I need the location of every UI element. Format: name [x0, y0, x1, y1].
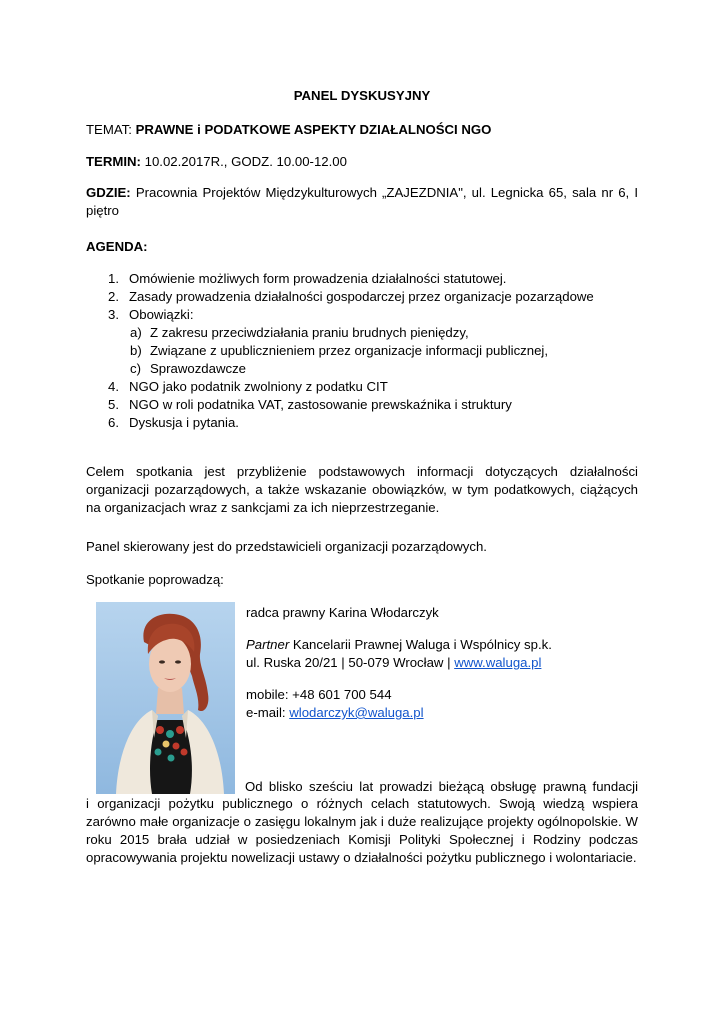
- audience-paragraph: Panel skierowany jest do przedstawicieli organizacji pozarządowych.: [86, 539, 487, 554]
- term-label: TERMIN:: [86, 154, 141, 169]
- firm-name: Kancelarii Prawnej Waluga i Wspólnicy sp.k.: [289, 637, 552, 652]
- agenda-subitem: [86, 360, 638, 378]
- agenda-subitem-text: Sprawozdawcze: [150, 361, 247, 376]
- agenda-list: [86, 270, 638, 432]
- spacer: [246, 622, 646, 636]
- agenda-item-text: Omówienie możliwych form prowadzenia działalności statutowej.: [129, 271, 507, 286]
- address-text: ul. Ruska 20/21 | 50-079 Wrocław |: [246, 655, 455, 670]
- agenda-subitem-text: Z zakresu przeciwdziałania praniu brudnych pieniędzy,: [150, 325, 469, 340]
- goal-paragraph: Celem spotkania jest przybliżenie podstawowych informacji dotyczących działalności organizacji pozarządowych, a także wskazanie obowiązków, w tym podatkowych, ciążących na organizacjach wraz z sankcjami za ich nieprzestrzeganie.: [86, 464, 638, 515]
- bio-paragraph: i organizacji pożytku publicznego o różnych celach statutowych. Swoją wiedzą wspiera zarówno małe organizacje o zasięgu lokalnym jak i duże realizujące projekty ogólnopolskie. W roku 2015 brała udział w posiedzeniach Komisji Polityki Społecznej i Rodziny podczas opracowywania projektu nowelizacji ustawy o działalności pożytku publicznego i wolontariacie.: [86, 796, 638, 865]
- topic-value: PRAWNE i PODATKOWE ASPEKTY DZIAŁALNOŚCI NGO: [135, 122, 492, 137]
- location-value: Pracownia Projektów Międzykulturowych „ZAJEZDNIA", ul. Legnicka 65, sala nr 6, I piętro: [86, 185, 638, 218]
- topic-label: TEMAT:: [86, 122, 136, 137]
- term-line: [86, 153, 347, 171]
- term-value: 10.02.2017R., GODZ. 10.00-12.00: [140, 154, 347, 169]
- agenda-item-text: Obowiązki:: [129, 307, 194, 322]
- bio-first-line: Od blisko sześciu lat prowadzi bieżącą obsługę prawną fundacji: [245, 779, 638, 794]
- speaker-name: radca prawny Karina Włodarczyk: [246, 605, 439, 620]
- agenda-heading: AGENDA:: [86, 239, 148, 254]
- agenda-item-number: 3.: [108, 307, 119, 322]
- location-label: GDZIE:: [86, 185, 131, 200]
- speaker-firm: [246, 636, 646, 654]
- topic-line: [86, 121, 491, 139]
- speaker-contact: [246, 604, 646, 722]
- agenda-item: [86, 306, 638, 324]
- agenda-subitem-letter: c): [130, 361, 141, 376]
- agenda-item-number: 4.: [108, 379, 119, 394]
- agenda-item-text: NGO jako podatnik zwolniony z podatku CIT: [129, 379, 388, 394]
- page-title: PANEL DYSKUSYJNY: [293, 88, 431, 103]
- agenda-item-number: 6.: [108, 415, 119, 430]
- agenda-subitem: [86, 342, 638, 360]
- agenda-subitem-letter: a): [130, 325, 142, 340]
- spacer: [246, 672, 646, 686]
- location-line: [86, 184, 638, 220]
- email-label: e-mail:: [246, 705, 290, 720]
- speaker-photo: [96, 602, 235, 794]
- speaker-address: [246, 654, 646, 672]
- agenda-item-text: Zasady prowadzenia działalności gospodarczej przez organizacje pozarządowe: [129, 289, 594, 304]
- speaker-mobile: mobile: +48 601 700 544: [246, 687, 392, 702]
- agenda-item: [86, 288, 638, 306]
- agenda-sublist-container: [86, 324, 638, 378]
- hosts-paragraph: Spotkanie poprowadzą:: [86, 572, 224, 587]
- agenda-item: [86, 378, 638, 396]
- agenda-item-number: 1.: [108, 271, 119, 286]
- agenda-item-text: NGO w roli podatnika VAT, zastosowanie prewskaźnika i struktury: [129, 397, 512, 412]
- speaker-email: [246, 704, 646, 722]
- agenda-item: [86, 396, 638, 414]
- speaker-role: Partner: [246, 637, 290, 652]
- website-link[interactable]: www.waluga.pl: [454, 655, 542, 670]
- agenda-item-number: 5.: [108, 397, 119, 412]
- agenda-subitem: [86, 324, 638, 342]
- agenda-item-text: Dyskusja i pytania.: [129, 415, 239, 430]
- agenda-subitem-text: Związane z upublicznieniem przez organizacje informacji publicznej,: [150, 343, 549, 358]
- agenda-item: [86, 270, 638, 288]
- agenda-sublist: [86, 324, 638, 378]
- agenda-item-number: 2.: [108, 289, 119, 304]
- email-link[interactable]: wlodarczyk@waluga.pl: [289, 705, 424, 720]
- agenda-subitem-letter: b): [130, 343, 142, 358]
- agenda-item: [86, 414, 638, 432]
